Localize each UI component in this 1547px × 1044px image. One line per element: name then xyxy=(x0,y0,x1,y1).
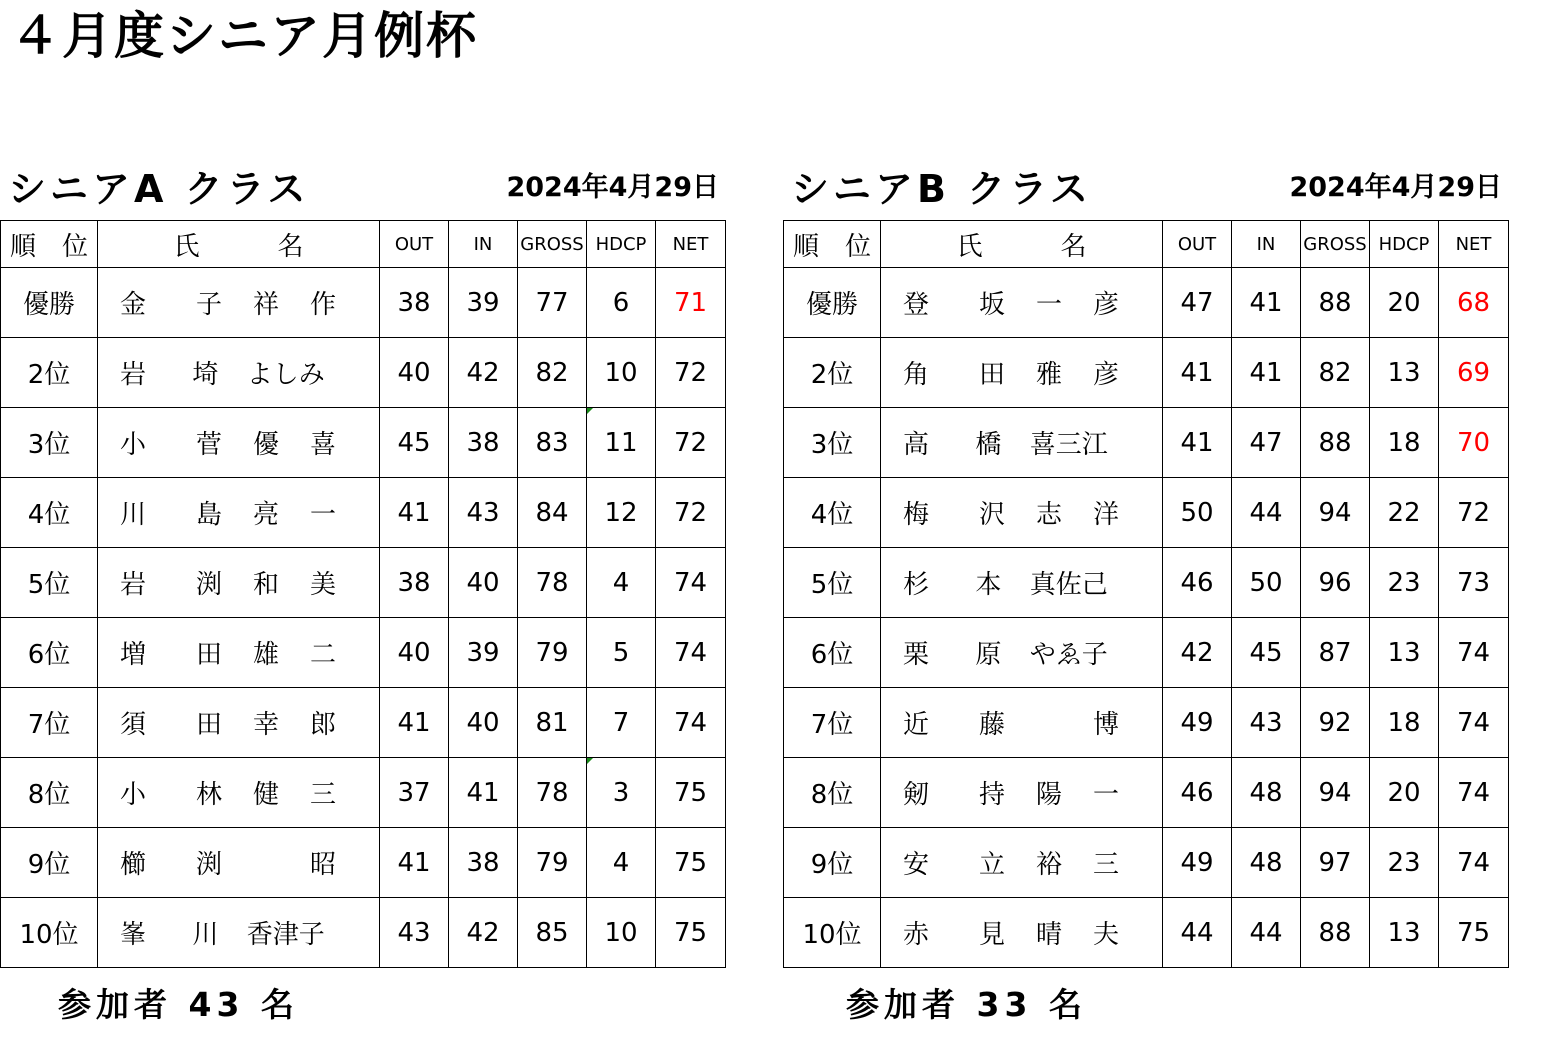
col-header-name: 氏 名 xyxy=(98,221,380,268)
gross-score-cell: 87 xyxy=(1301,618,1370,688)
rank-cell: 5位 xyxy=(784,548,881,618)
net-score-cell: 68 xyxy=(1439,268,1509,338)
name-part: 雄 xyxy=(253,640,280,670)
name-part: 栗 xyxy=(903,640,930,670)
player-name-cell xyxy=(881,408,1163,478)
player-name xyxy=(903,548,1162,617)
rank-cell: 5位 xyxy=(1,548,98,618)
table-row xyxy=(1,338,726,408)
gross-score-cell: 88 xyxy=(1301,408,1370,478)
name-part: 幸 xyxy=(253,710,280,740)
hdcp-cell: 11 xyxy=(587,408,656,478)
player-name xyxy=(120,478,379,547)
player-name xyxy=(903,828,1162,897)
player-name xyxy=(903,688,1162,757)
class-a-header xyxy=(0,160,725,220)
out-score-cell: 46 xyxy=(1163,758,1232,828)
col-header-net: NET xyxy=(656,221,726,268)
out-score-cell: 42 xyxy=(1163,618,1232,688)
class-a-participants: 参加者 43 名 xyxy=(58,985,299,1024)
net-score-cell: 74 xyxy=(656,688,726,758)
player-name-cell xyxy=(881,688,1163,758)
name-part: 二 xyxy=(310,640,337,670)
player-name-cell xyxy=(98,268,380,338)
name-part: 岩 xyxy=(120,360,147,390)
name-part: 昭 xyxy=(310,850,337,880)
col-header-net: NET xyxy=(1439,221,1509,268)
player-name-cell xyxy=(98,688,380,758)
col-header-gross: GROSS xyxy=(518,221,587,268)
rank-cell: 9位 xyxy=(784,828,881,898)
out-score-cell: 49 xyxy=(1163,688,1232,758)
hdcp-cell: 23 xyxy=(1370,548,1439,618)
cell-comment-marker xyxy=(587,408,593,414)
table-row xyxy=(784,268,1509,338)
table-row xyxy=(784,688,1509,758)
hdcp-cell: 23 xyxy=(1370,828,1439,898)
gross-score-cell: 83 xyxy=(518,408,587,478)
rank-cell: 優勝 xyxy=(784,268,881,338)
player-name xyxy=(903,898,1162,967)
player-name xyxy=(120,758,379,827)
cell-comment-marker xyxy=(587,758,593,764)
net-score-cell: 70 xyxy=(1439,408,1509,478)
rank-cell: 8位 xyxy=(784,758,881,828)
name-part: 剱 xyxy=(903,780,930,810)
name-part: 菅 xyxy=(196,430,223,460)
player-name xyxy=(120,828,379,897)
table-row xyxy=(1,828,726,898)
name-part: 夫 xyxy=(1093,920,1120,950)
name-part: 岩 xyxy=(120,570,147,600)
out-score-cell: 49 xyxy=(1163,828,1232,898)
class-b-date: 2024年4月29日 xyxy=(1289,172,1502,203)
rank-cell: 10位 xyxy=(784,898,881,968)
name-part: 小 xyxy=(120,780,147,810)
in-score-cell: 39 xyxy=(449,618,518,688)
net-score-cell: 74 xyxy=(656,548,726,618)
player-name-cell xyxy=(881,898,1163,968)
rank-cell: 2位 xyxy=(1,338,98,408)
name-part: 坂 xyxy=(979,290,1006,320)
name-part: 近 xyxy=(903,710,930,740)
net-score-cell: 75 xyxy=(1439,898,1509,968)
hdcp-cell: 3 xyxy=(587,758,656,828)
player-name-cell xyxy=(98,898,380,968)
player-name-cell xyxy=(98,338,380,408)
hdcp-cell: 18 xyxy=(1370,688,1439,758)
name-part: 持 xyxy=(979,780,1006,810)
hdcp-cell: 4 xyxy=(587,548,656,618)
out-score-cell: 37 xyxy=(380,758,449,828)
name-part: 島 xyxy=(196,500,223,530)
name-part: 渕 xyxy=(196,850,223,880)
table-row xyxy=(784,478,1509,548)
name-part: 見 xyxy=(979,920,1006,950)
name-part: よしみ xyxy=(246,360,325,390)
out-score-cell: 41 xyxy=(380,828,449,898)
name-part: 郎 xyxy=(310,710,337,740)
in-score-cell: 42 xyxy=(449,898,518,968)
out-score-cell: 38 xyxy=(380,268,449,338)
gross-score-cell: 79 xyxy=(518,618,587,688)
name-part: 亮 xyxy=(253,500,280,530)
player-name xyxy=(903,408,1162,477)
table-row xyxy=(784,828,1509,898)
name-part: 櫛 xyxy=(120,850,147,880)
name-part: 美 xyxy=(310,570,337,600)
name-part: 三 xyxy=(310,780,337,810)
table-row xyxy=(1,898,726,968)
name-part: 田 xyxy=(196,640,223,670)
name-part: 田 xyxy=(979,360,1006,390)
gross-score-cell: 97 xyxy=(1301,828,1370,898)
name-part: 須 xyxy=(120,710,147,740)
net-score-cell: 72 xyxy=(1439,478,1509,548)
name-part: 藤 xyxy=(979,710,1006,740)
name-part: 一 xyxy=(1093,780,1120,810)
player-name xyxy=(120,268,379,337)
out-score-cell: 46 xyxy=(1163,548,1232,618)
rank-cell: 2位 xyxy=(784,338,881,408)
in-score-cell: 40 xyxy=(449,688,518,758)
player-name-cell xyxy=(881,338,1163,408)
name-part: 橋 xyxy=(975,430,1002,460)
rank-cell: 3位 xyxy=(1,408,98,478)
gross-score-cell: 81 xyxy=(518,688,587,758)
gross-score-cell: 84 xyxy=(518,478,587,548)
class-b-results-table xyxy=(783,220,1509,968)
name-part: 三 xyxy=(1093,850,1120,880)
hdcp-cell: 13 xyxy=(1370,898,1439,968)
name-part: 林 xyxy=(196,780,223,810)
out-score-cell: 41 xyxy=(380,478,449,548)
net-score-cell: 74 xyxy=(1439,758,1509,828)
table-row xyxy=(1,548,726,618)
col-header-in: IN xyxy=(1232,221,1301,268)
in-score-cell: 41 xyxy=(1232,268,1301,338)
hdcp-cell: 4 xyxy=(587,828,656,898)
name-part: 彦 xyxy=(1093,290,1120,320)
in-score-cell: 48 xyxy=(1232,758,1301,828)
rank-cell: 3位 xyxy=(784,408,881,478)
player-name-cell xyxy=(881,758,1163,828)
name-part: 真佐己 xyxy=(1029,570,1108,600)
name-part: 喜三江 xyxy=(1029,430,1108,460)
name-part: 渕 xyxy=(196,570,223,600)
class-a-results-table xyxy=(0,220,726,968)
in-score-cell: 50 xyxy=(1232,548,1301,618)
rank-cell: 6位 xyxy=(1,618,98,688)
gross-score-cell: 94 xyxy=(1301,758,1370,828)
name-part: 田 xyxy=(196,710,223,740)
name-part: やゑ子 xyxy=(1029,640,1108,670)
in-score-cell: 38 xyxy=(449,408,518,478)
player-name xyxy=(903,338,1162,407)
rank-cell: 6位 xyxy=(784,618,881,688)
name-part: 志 xyxy=(1036,500,1063,530)
in-score-cell: 43 xyxy=(449,478,518,548)
player-name xyxy=(120,408,379,477)
name-part: 一 xyxy=(1036,290,1063,320)
class-a-title: シニアA クラス xyxy=(8,167,310,211)
player-name-cell xyxy=(881,478,1163,548)
in-score-cell: 48 xyxy=(1232,828,1301,898)
out-score-cell: 40 xyxy=(380,338,449,408)
name-part: 裕 xyxy=(1036,850,1063,880)
table-row xyxy=(1,758,726,828)
player-name-cell xyxy=(881,268,1163,338)
net-score-cell: 73 xyxy=(1439,548,1509,618)
hdcp-cell: 5 xyxy=(587,618,656,688)
player-name xyxy=(120,688,379,757)
gross-score-cell: 82 xyxy=(1301,338,1370,408)
out-score-cell: 44 xyxy=(1163,898,1232,968)
player-name-cell xyxy=(98,828,380,898)
rank-cell: 優勝 xyxy=(1,268,98,338)
name-part: 香津子 xyxy=(246,920,325,950)
player-name-cell xyxy=(98,408,380,478)
name-part: 沢 xyxy=(979,500,1006,530)
in-score-cell: 43 xyxy=(1232,688,1301,758)
net-score-cell: 69 xyxy=(1439,338,1509,408)
name-part: 和 xyxy=(253,570,280,600)
net-score-cell: 72 xyxy=(656,408,726,478)
gross-score-cell: 82 xyxy=(518,338,587,408)
player-name-cell xyxy=(98,478,380,548)
out-score-cell: 40 xyxy=(380,618,449,688)
col-header-hdcp: HDCP xyxy=(587,221,656,268)
net-score-cell: 74 xyxy=(1439,828,1509,898)
hdcp-cell: 13 xyxy=(1370,338,1439,408)
in-score-cell: 44 xyxy=(1232,898,1301,968)
name-part: 本 xyxy=(975,570,1002,600)
name-part: 川 xyxy=(120,500,147,530)
out-score-cell: 41 xyxy=(1163,408,1232,478)
hdcp-cell: 6 xyxy=(587,268,656,338)
in-score-cell: 44 xyxy=(1232,478,1301,548)
hdcp-cell: 22 xyxy=(1370,478,1439,548)
hdcp-cell: 13 xyxy=(1370,618,1439,688)
net-score-cell: 74 xyxy=(1439,688,1509,758)
name-part: 洋 xyxy=(1093,500,1120,530)
page-title: ４月度シニア月例杯 xyxy=(10,7,478,65)
in-score-cell: 40 xyxy=(449,548,518,618)
in-score-cell: 39 xyxy=(449,268,518,338)
rank-cell: 7位 xyxy=(1,688,98,758)
player-name xyxy=(903,618,1162,687)
out-score-cell: 41 xyxy=(380,688,449,758)
player-name xyxy=(120,898,379,967)
class-b-header xyxy=(783,160,1508,220)
name-part: 梅 xyxy=(903,500,930,530)
in-score-cell: 42 xyxy=(449,338,518,408)
player-name xyxy=(903,478,1162,547)
name-part: 増 xyxy=(120,640,147,670)
table-row xyxy=(1,478,726,548)
name-part: 優 xyxy=(253,430,280,460)
name-part: 金 xyxy=(120,290,147,320)
rank-cell: 7位 xyxy=(784,688,881,758)
hdcp-cell: 10 xyxy=(587,898,656,968)
name-part: 杉 xyxy=(903,570,930,600)
name-part: 一 xyxy=(310,500,337,530)
gross-score-cell: 77 xyxy=(518,268,587,338)
col-header-out: OUT xyxy=(1163,221,1232,268)
col-header-out: OUT xyxy=(380,221,449,268)
gross-score-cell: 88 xyxy=(1301,268,1370,338)
table-row xyxy=(1,618,726,688)
hdcp-cell: 10 xyxy=(587,338,656,408)
in-score-cell: 41 xyxy=(449,758,518,828)
hdcp-cell: 20 xyxy=(1370,268,1439,338)
rank-cell: 8位 xyxy=(1,758,98,828)
player-name-cell xyxy=(98,618,380,688)
net-score-cell: 71 xyxy=(656,268,726,338)
col-header-name: 氏 名 xyxy=(881,221,1163,268)
hdcp-cell: 12 xyxy=(587,478,656,548)
name-part: 角 xyxy=(903,360,930,390)
gross-score-cell: 94 xyxy=(1301,478,1370,548)
rank-cell: 9位 xyxy=(1,828,98,898)
rank-cell: 4位 xyxy=(784,478,881,548)
player-name xyxy=(120,548,379,617)
player-name xyxy=(903,758,1162,827)
player-name-cell xyxy=(881,828,1163,898)
class-a-date: 2024年4月29日 xyxy=(506,172,719,203)
in-score-cell: 47 xyxy=(1232,408,1301,478)
class-a-rows xyxy=(1,268,726,968)
name-part: 川 xyxy=(192,920,219,950)
name-part: 陽 xyxy=(1036,780,1063,810)
name-part: 小 xyxy=(120,430,147,460)
gross-score-cell: 88 xyxy=(1301,898,1370,968)
in-score-cell: 38 xyxy=(449,828,518,898)
out-score-cell: 38 xyxy=(380,548,449,618)
player-name xyxy=(120,338,379,407)
table-row xyxy=(784,408,1509,478)
net-score-cell: 75 xyxy=(656,758,726,828)
out-score-cell: 47 xyxy=(1163,268,1232,338)
hdcp-cell: 7 xyxy=(587,688,656,758)
table-row xyxy=(784,898,1509,968)
table-row xyxy=(784,618,1509,688)
name-part: 埼 xyxy=(192,360,219,390)
out-score-cell: 43 xyxy=(380,898,449,968)
col-header-hdcp: HDCP xyxy=(1370,221,1439,268)
in-score-cell: 41 xyxy=(1232,338,1301,408)
header-row xyxy=(784,221,1509,268)
player-name xyxy=(903,268,1162,337)
hdcp-cell: 18 xyxy=(1370,408,1439,478)
table-row xyxy=(784,338,1509,408)
class-b-rows xyxy=(784,268,1509,968)
name-part: 登 xyxy=(903,290,930,320)
net-score-cell: 75 xyxy=(656,828,726,898)
out-score-cell: 50 xyxy=(1163,478,1232,548)
net-score-cell: 75 xyxy=(656,898,726,968)
table-row xyxy=(1,408,726,478)
col-header-rank: 順 位 xyxy=(784,221,881,268)
rank-cell: 10位 xyxy=(1,898,98,968)
name-part: 立 xyxy=(979,850,1006,880)
gross-score-cell: 78 xyxy=(518,548,587,618)
table-row xyxy=(1,688,726,758)
player-name-cell xyxy=(881,618,1163,688)
net-score-cell: 72 xyxy=(656,478,726,548)
name-part: 雅 xyxy=(1036,360,1063,390)
net-score-cell: 74 xyxy=(1439,618,1509,688)
class-b-title: シニアB クラス xyxy=(791,167,1093,211)
name-part: 峯 xyxy=(120,920,147,950)
name-part: 赤 xyxy=(903,920,930,950)
player-name-cell xyxy=(881,548,1163,618)
name-part: 健 xyxy=(253,780,280,810)
hdcp-cell: 20 xyxy=(1370,758,1439,828)
player-name xyxy=(120,618,379,687)
class-a-section xyxy=(0,160,725,968)
col-header-in: IN xyxy=(449,221,518,268)
gross-score-cell: 79 xyxy=(518,828,587,898)
player-name-cell xyxy=(98,548,380,618)
in-score-cell: 45 xyxy=(1232,618,1301,688)
name-part: 祥 xyxy=(253,290,280,320)
col-header-gross: GROSS xyxy=(1301,221,1370,268)
name-part: 喜 xyxy=(310,430,337,460)
name-part: 子 xyxy=(196,290,223,320)
table-row xyxy=(784,758,1509,828)
name-part: 原 xyxy=(975,640,1002,670)
player-name-cell xyxy=(98,758,380,828)
class-b-participants: 参加者 33 名 xyxy=(846,985,1087,1024)
name-part: 彦 xyxy=(1093,360,1120,390)
name-part: 高 xyxy=(903,430,930,460)
table-row xyxy=(1,268,726,338)
header-row xyxy=(1,221,726,268)
out-score-cell: 45 xyxy=(380,408,449,478)
gross-score-cell: 96 xyxy=(1301,548,1370,618)
table-row xyxy=(784,548,1509,618)
name-part: 安 xyxy=(903,850,930,880)
name-part: 博 xyxy=(1093,710,1120,740)
out-score-cell: 41 xyxy=(1163,338,1232,408)
net-score-cell: 72 xyxy=(656,338,726,408)
gross-score-cell: 78 xyxy=(518,758,587,828)
name-part: 晴 xyxy=(1036,920,1063,950)
col-header-rank: 順 位 xyxy=(1,221,98,268)
gross-score-cell: 92 xyxy=(1301,688,1370,758)
rank-cell: 4位 xyxy=(1,478,98,548)
net-score-cell: 74 xyxy=(656,618,726,688)
class-b-section xyxy=(783,160,1508,968)
name-part: 作 xyxy=(310,290,337,320)
gross-score-cell: 85 xyxy=(518,898,587,968)
